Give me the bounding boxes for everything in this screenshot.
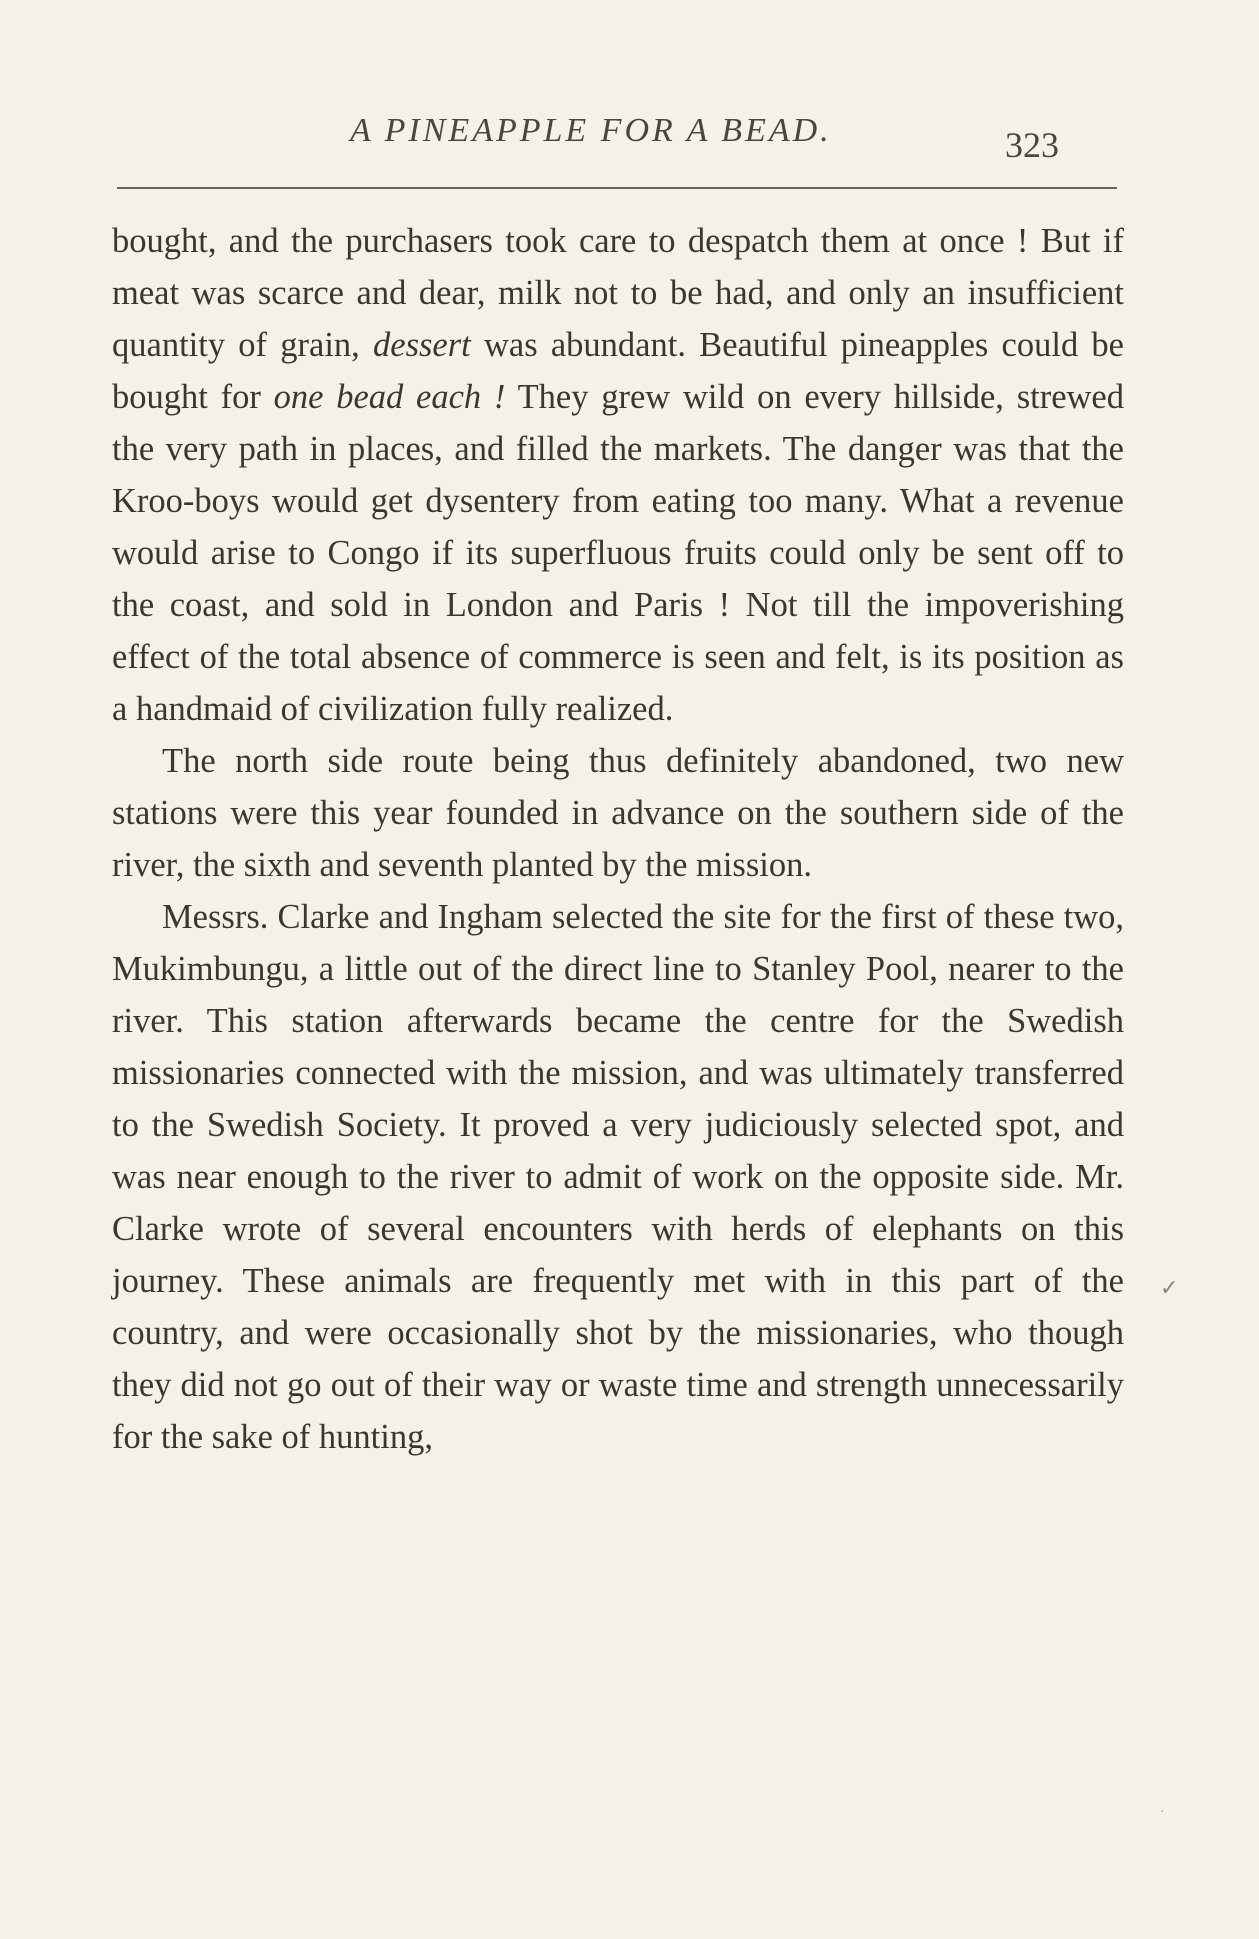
page-number: 323 bbox=[1005, 125, 1059, 165]
margin-check-mark: ✓ bbox=[1160, 1275, 1179, 1300]
paragraph-1-text-a: bought, and the purchasers took care to despatch them at once ! But if meat was scarce and dear, milk not to be had, and only an insufficient quantity of grain, bbox=[112, 222, 1124, 364]
margin-dot: · bbox=[1160, 1805, 1165, 1820]
paragraph-1-emphasis-dessert: dessert bbox=[373, 326, 471, 364]
header-rule bbox=[117, 187, 1117, 189]
running-header bbox=[0, 112, 1259, 165]
paragraph-1-text-c: They grew wild on every hillside, strewed the very path in places, and filled the markets. The danger was that the Kroo-boys would get dysentery from eating too many. What a revenue would arise to Congo if its superfluous fruits could only be sent off to the coast, and sold in London and Paris ! Not till the impoverishing effect of the total absence of commerce is seen and felt, is its position as a handmaid of civilization fully realized. bbox=[112, 378, 1124, 728]
paragraph-1 bbox=[112, 215, 1124, 735]
paragraph-2: The north side route being thus definitely abandoned, two new stations were this year founded in advance on the southern side of the river, the sixth and seventh planted by the mission. bbox=[112, 742, 1124, 884]
paragraph-3: Messrs. Clarke and Ingham selected the site for the first of these two, Mukimbungu, a little out of the direct line to Stanley Pool, nearer to the river. This station afterwards became the centre for the Swedish missionaries connected with the mission, and was ultimately transferred to the Swedish Society. It proved a very judiciously selected spot, and was near enough to the river to admit of work on the opposite side. Mr. Clarke wrote of several encounters with herds of elephants on this journey. These animals are frequently met with in this part of the country, and were occasionally shot by the missionaries, who though they did not go out of their way or waste time and strength unnecessarily for the sake of hunting, bbox=[112, 898, 1124, 1456]
running-title: A PINEAPPLE FOR A BEAD. bbox=[350, 112, 832, 149]
paragraph-1-text-b: was abundant. Beautiful pineapples could be bought for bbox=[112, 326, 1124, 416]
body-text bbox=[112, 215, 1124, 1463]
paragraph-1-emphasis-one-bead: one bead each ! bbox=[273, 378, 506, 416]
